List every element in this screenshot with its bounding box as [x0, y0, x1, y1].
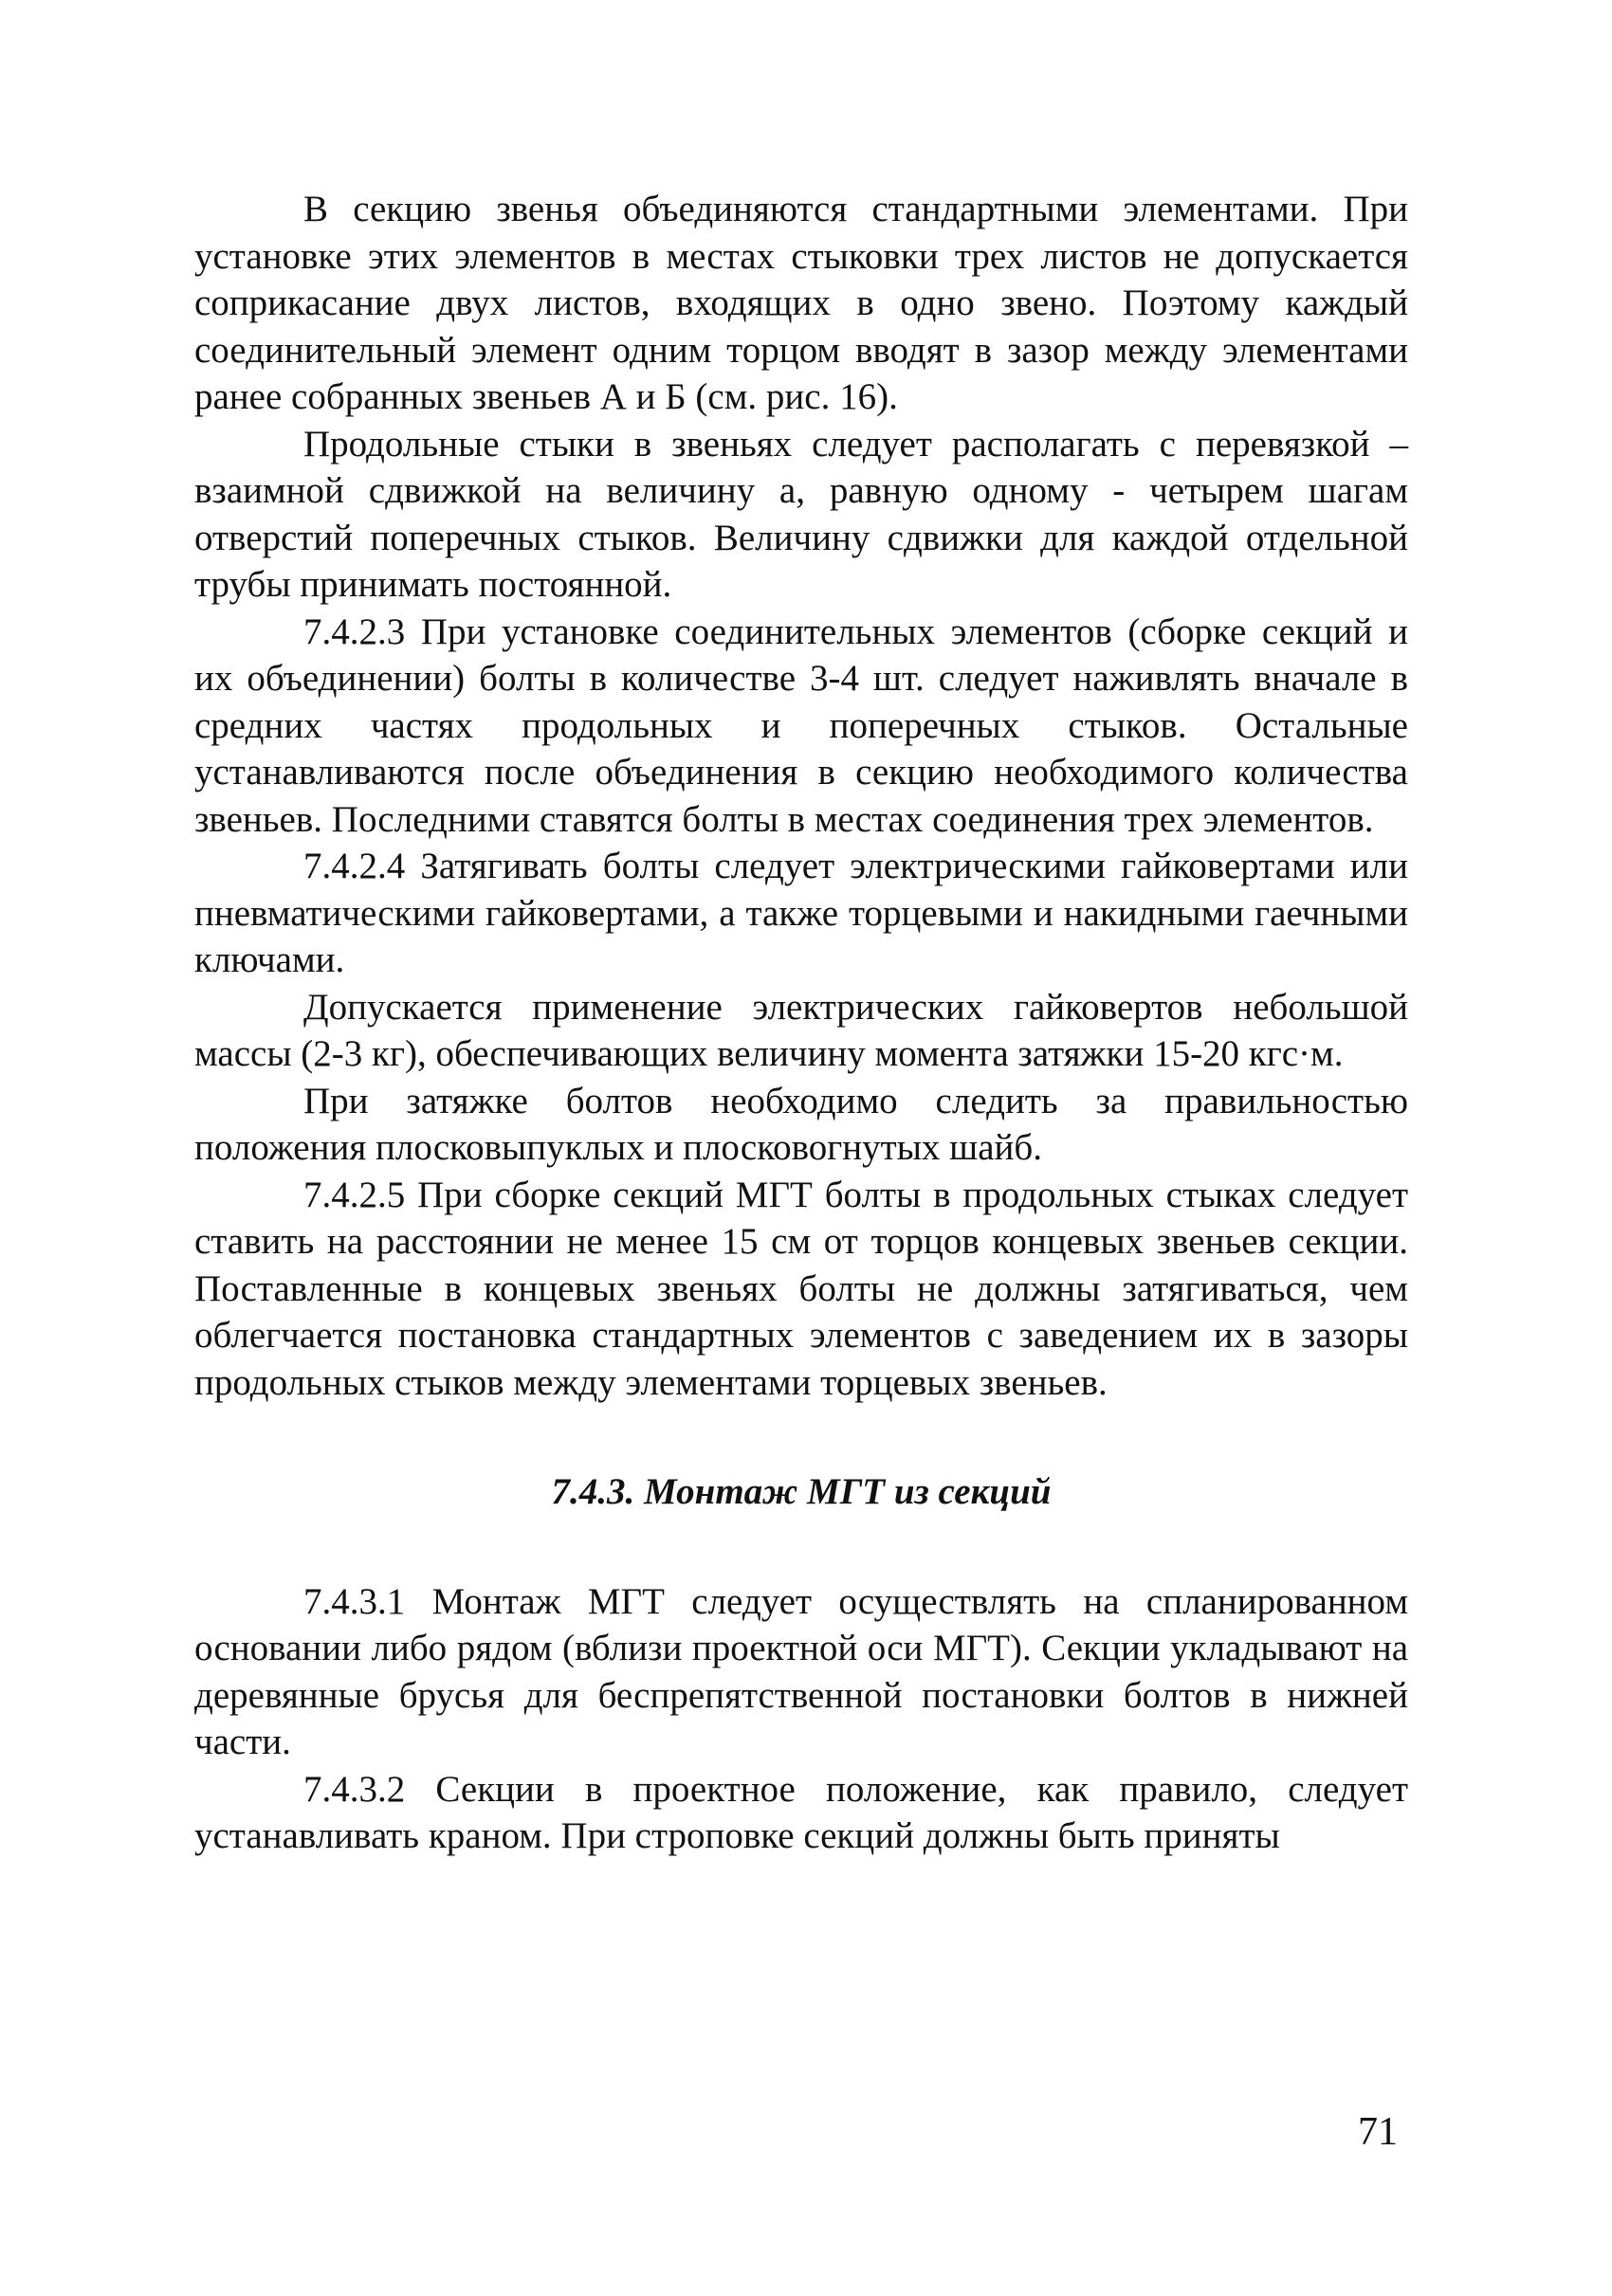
- paragraph: 7.4.3.1 Монтаж МГТ следует осуществлять на спланированном основании либо рядом (вблизи проектной оси МГТ). Секции укладывают на деревянные брусья для беспрепятственной постановки болтов в нижней части.: [194, 1580, 1408, 1762]
- paragraph: 7.4.2.3 При установке соединительных элементов (сборке секций и их объединении) болты в количестве 3-4 шт. следует наживлять вначале в средних частях продольных и поперечных стыков. Остальные устанавливаются после объединения в секцию необходимого количества звеньев. Последними ставятся болты в местах соединения трех элементов.: [194, 610, 1408, 840]
- paragraph: Допускается применение электрических гайковертов небольшой массы (2-3 кг), обеспечивающих величину момента затяжки 15-20 кгс·м.: [194, 986, 1408, 1074]
- paragraph: 7.4.2.5 При сборке секций МГТ болты в продольных стыках следует ставить на расстоянии не менее 15 см от торцов концевых звеньев секции. Поставленные в концевых звеньях болты не должны затягиваться, чем облегчается постановка стандартных элементов с заведением их в зазоры продольных стыков между элементами торцевых звеньев.: [194, 1174, 1408, 1403]
- paragraph: 7.4.2.4 Затягивать болты следует электрическими гайковертами или пневматическими гайковертами, а также торцевыми и накидными гаечными ключами.: [194, 846, 1408, 980]
- document-body: [194, 186, 1408, 1860]
- paragraph: В секцию звенья объединяются стандартными элементами. При установке этих элементов в местах стыковки трех листов не допускается соприкасание двух листов, входящих в одно звено. Поэтому каждый соединительный элемент одним торцом вводят в зазор между элементами ранее собранных звеньев А и Б (см. рис. 16).: [194, 189, 1408, 417]
- page-number: 71: [1358, 2110, 1398, 2154]
- paragraph: Продольные стыки в звеньях следует располагать с перевязкой – взаимной сдвижкой на величину а, равную одному - четырем шагам отверстий поперечных стыков. Величину сдвижки для каждой отдельной трубы принимать постоянной.: [194, 423, 1408, 605]
- paragraph: При затяжке болтов необходимо следить за правильностью положения плосковыпуклых и плосковогнутых шайб.: [194, 1080, 1408, 1168]
- section-heading: 7.4.3. Монтаж МГТ из секций: [551, 1471, 1052, 1512]
- paragraph: 7.4.3.2 Секции в проектное положение, как правило, следует устанавливать краном. При строповке секций должны быть приняты: [194, 1768, 1408, 1856]
